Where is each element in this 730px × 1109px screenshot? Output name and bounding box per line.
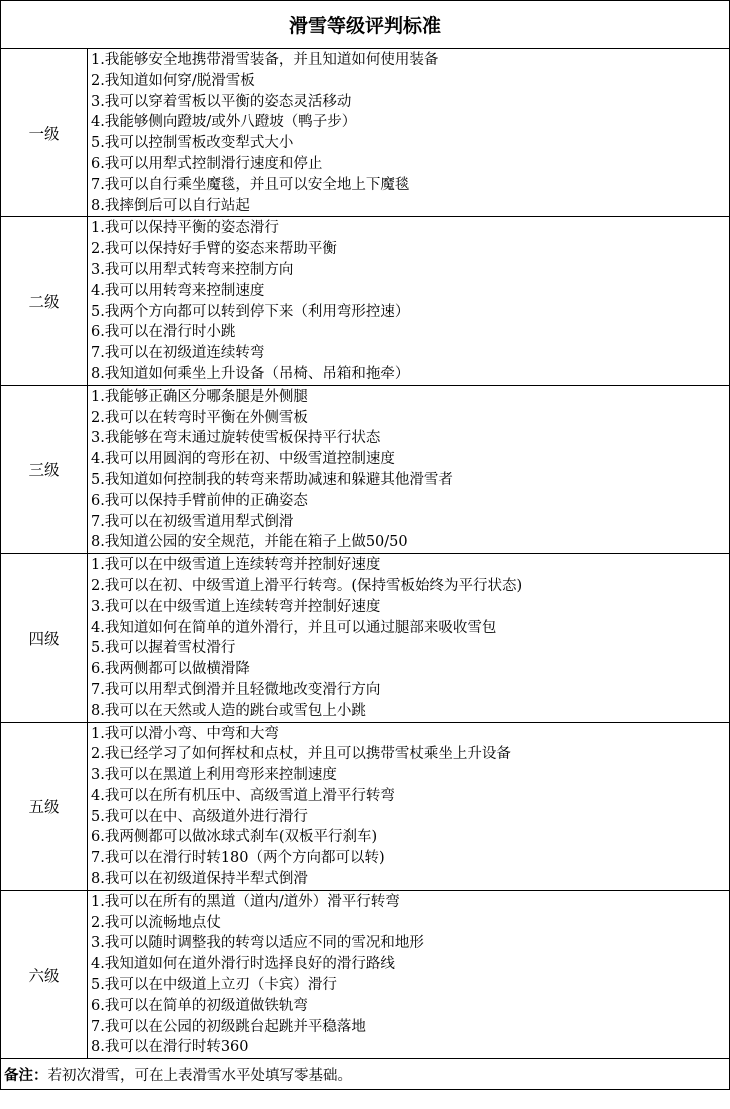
level-criteria bbox=[88, 554, 730, 722]
criterion-item: 1.我能够正确区分哪条腿是外侧腿 bbox=[91, 388, 308, 405]
criterion-item: 2.我可以保持好手臂的姿态来帮助平衡 bbox=[91, 241, 337, 258]
level-criteria bbox=[88, 722, 730, 890]
criterion-item: 5.我两个方向都可以转到停下来（利用弯形控速） bbox=[91, 303, 410, 320]
criterion-item: 3.我能够在弯末通过旋转使雪板保持平行状态 bbox=[91, 430, 381, 447]
level-row bbox=[1, 890, 730, 1058]
criterion-item: 1.我可以保持平衡的姿态滑行 bbox=[91, 220, 279, 237]
criterion-item: 5.我可以握着雪杖滑行 bbox=[91, 640, 236, 657]
criterion-item: 7.我可以用犁式倒滑并且轻微地改变滑行方向 bbox=[91, 681, 381, 698]
note-text: 若初次滑雪，可在上表滑雪水平处填写零基础。 bbox=[47, 1067, 352, 1084]
criterion-item: 5.我可以控制雪板改变犁式大小 bbox=[91, 135, 294, 152]
criterion-item: 4.我知道如何在道外滑行时选择良好的滑行路线 bbox=[91, 956, 395, 973]
criterion-item: 4.我可以用转弯来控制速度 bbox=[91, 282, 265, 299]
criterion-item: 2.我可以在初、中级雪道上滑平行转弯。(保持雪板始终为平行状态) bbox=[91, 577, 523, 594]
criterion-item: 7.我可以在滑行时转180（两个方向都可以转) bbox=[91, 850, 385, 867]
note bbox=[1, 1059, 730, 1090]
criterion-item: 2.我知道如何穿/脱滑雪板 bbox=[91, 72, 255, 89]
level-criteria bbox=[88, 217, 730, 385]
criterion-item: 3.我可以随时调整我的转弯以适应不同的雪况和地形 bbox=[91, 935, 424, 952]
criterion-item: 2.我可以在转弯时平衡在外侧雪板 bbox=[91, 409, 308, 426]
criterion-item: 3.我可以在中级雪道上连续转弯并控制好速度 bbox=[91, 598, 381, 615]
table-title: 滑雪等级评判标准 bbox=[1, 1, 730, 49]
criterion-item: 7.我可以在初级雪道用犁式倒滑 bbox=[91, 513, 294, 530]
criterion-item: 3.我可以用犁式转弯来控制方向 bbox=[91, 261, 294, 278]
criterion-item: 2.我可以流畅地点仗 bbox=[91, 914, 221, 931]
criterion-item: 5.我知道如何控制我的转弯来帮助减速和躲避其他滑雪者 bbox=[91, 471, 453, 488]
criterion-item: 6.我可以用犁式控制滑行速度和停止 bbox=[91, 155, 323, 172]
criterion-item: 8.我可以在滑行时转360 bbox=[91, 1039, 249, 1056]
level-name: 二级 bbox=[1, 217, 88, 385]
level-row bbox=[1, 217, 730, 385]
level-row bbox=[1, 554, 730, 722]
criterion-item: 8.我摔倒后可以自行站起 bbox=[91, 197, 250, 214]
criterion-item: 5.我可以在中、高级道外进行滑行 bbox=[91, 808, 308, 825]
level-name: 五级 bbox=[1, 722, 88, 890]
criterion-item: 6.我两侧都可以做冰球式刹车(双板平行刹车) bbox=[91, 829, 378, 846]
criterion-item: 4.我能够侧向蹬坡/或外八蹬坡（鸭子步） bbox=[91, 114, 357, 131]
criterion-item: 4.我知道如何在简单的道外滑行，并且可以通过腿部来吸收雪包 bbox=[91, 619, 497, 636]
level-name: 一级 bbox=[1, 49, 88, 217]
level-name: 四级 bbox=[1, 554, 88, 722]
criterion-item: 8.我可以在初级道保持半犁式倒滑 bbox=[91, 871, 308, 888]
criterion-item: 4.我可以用圆润的弯形在初、中级雪道控制速度 bbox=[91, 451, 395, 468]
criterion-item: 7.我可以在公园的初级跳台起跳并平稳落地 bbox=[91, 1018, 366, 1035]
title-row bbox=[1, 1, 730, 49]
criterion-item: 5.我可以在中级道上立刃（卡宾）滑行 bbox=[91, 977, 337, 994]
level-row bbox=[1, 49, 730, 217]
criterion-item: 6.我两侧都可以做横滑降 bbox=[91, 661, 250, 678]
level-row bbox=[1, 385, 730, 553]
criterion-item: 6.我可以保持手臂前伸的正确姿态 bbox=[91, 492, 308, 509]
criterion-item: 7.我可以自行乘坐魔毯，并且可以安全地上下魔毯 bbox=[91, 176, 410, 193]
criterion-item: 1.我可以滑小弯、中弯和大弯 bbox=[91, 725, 279, 742]
criterion-item: 8.我知道公园的安全规范，并能在箱子上做50/50 bbox=[91, 534, 408, 551]
criterion-item: 8.我可以在天然或人造的跳台或雪包上小跳 bbox=[91, 702, 366, 719]
criterion-item: 3.我可以穿着雪板以平衡的姿态灵活移动 bbox=[91, 93, 352, 110]
level-name: 六级 bbox=[1, 890, 88, 1058]
criterion-item: 8.我知道如何乘坐上升设备（吊椅、吊箱和拖牵） bbox=[91, 365, 410, 382]
criterion-item: 2.我已经学习了如何挥杖和点杖，并且可以携带雪杖乘坐上升设备 bbox=[91, 746, 511, 763]
level-criteria bbox=[88, 49, 730, 217]
criterion-item: 1.我可以在中级雪道上连续转弯并控制好速度 bbox=[91, 557, 381, 574]
note-label: 备注： bbox=[4, 1066, 48, 1084]
criterion-item: 7.我可以在初级道连续转弯 bbox=[91, 345, 265, 362]
criterion-item: 1.我可以在所有的黑道（道内/道外）滑平行转弯 bbox=[91, 893, 400, 910]
criterion-item: 6.我可以在滑行时小跳 bbox=[91, 324, 236, 341]
criterion-item: 1.我能够安全地携带滑雪装备，并且知道如何使用装备 bbox=[91, 52, 439, 68]
level-row bbox=[1, 722, 730, 890]
level-criteria bbox=[88, 385, 730, 553]
criterion-item: 3.我可以在黑道上利用弯形来控制速度 bbox=[91, 767, 337, 784]
note-row bbox=[1, 1059, 730, 1090]
level-criteria bbox=[88, 890, 730, 1058]
criterion-item: 4.我可以在所有机压中、高级雪道上滑平行转弯 bbox=[91, 787, 395, 804]
level-name: 三级 bbox=[1, 385, 88, 553]
criterion-item: 6.我可以在简单的初级道做铁轨弯 bbox=[91, 997, 308, 1014]
